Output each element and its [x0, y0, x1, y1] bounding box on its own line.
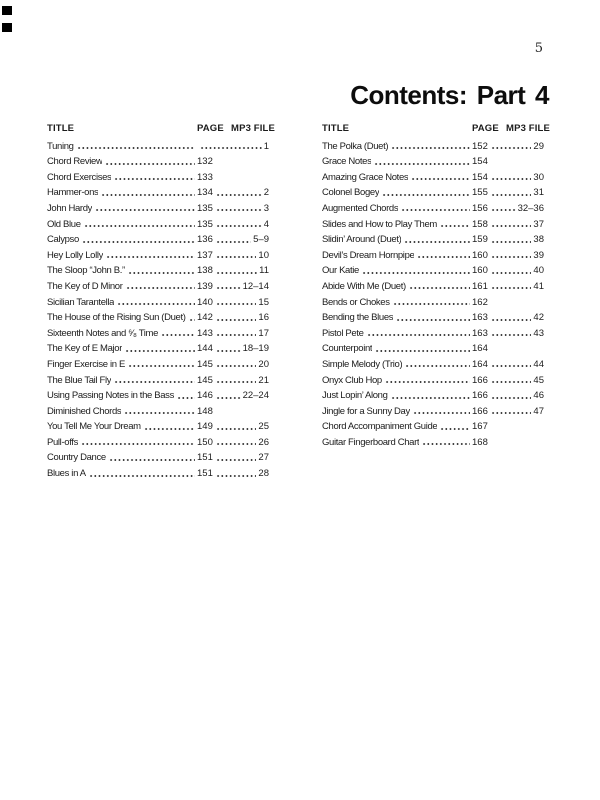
- dot-leader: [113, 172, 195, 184]
- dot-leader: [400, 203, 470, 215]
- entry-page: 158: [472, 218, 488, 230]
- entry-mp3: 1: [263, 140, 269, 152]
- toc-column-right: [322, 119, 550, 449]
- dot-leader: [215, 265, 257, 277]
- entry-numbers: [472, 359, 550, 371]
- entry-numbers: [197, 172, 275, 184]
- entry-page: 164: [472, 343, 488, 355]
- entry-title: Hey Lolly Lolly: [47, 249, 103, 261]
- dot-leader: [123, 406, 195, 418]
- entry-page: 134: [197, 187, 213, 199]
- entry-title: Using Passing Notes in the Bass: [47, 390, 174, 402]
- dot-leader: [490, 141, 532, 153]
- entry-page: 138: [197, 265, 213, 277]
- dot-leader: [215, 390, 241, 402]
- dot-leader: [215, 328, 257, 340]
- toc-entry: [322, 293, 550, 309]
- toc-entry: [47, 262, 275, 278]
- entry-mp3: 30: [533, 171, 544, 183]
- dot-leader: [395, 312, 470, 324]
- toc-entry: [322, 168, 550, 184]
- entry-page: 132: [197, 156, 213, 168]
- entry-mp3: 2: [263, 187, 269, 199]
- entry-title: The House of the Rising Sun (Duet): [47, 312, 186, 324]
- dot-leader: [421, 437, 470, 449]
- entry-mp3: 44: [533, 358, 544, 370]
- entry-page: 151: [197, 468, 213, 480]
- entry-mp3: 45: [533, 374, 544, 386]
- dot-leader: [408, 281, 470, 293]
- dot-leader: [188, 312, 195, 324]
- entry-title: Our Katie: [322, 265, 359, 277]
- entry-numbers: [197, 312, 275, 324]
- dot-leader: [490, 328, 532, 340]
- entry-numbers: [472, 437, 550, 449]
- dot-leader: [404, 359, 470, 371]
- entry-page: 137: [197, 249, 213, 261]
- entry-page: 135: [197, 202, 213, 214]
- dot-leader: [410, 172, 470, 184]
- entry-page: 161: [472, 280, 488, 292]
- dot-leader: [490, 281, 532, 293]
- entry-page: 160: [472, 265, 488, 277]
- entry-mp3: 47: [533, 405, 544, 417]
- column-header: [47, 119, 275, 134]
- dot-leader: [490, 250, 532, 262]
- entry-numbers: [472, 187, 550, 199]
- entry-numbers: [197, 187, 275, 199]
- entry-title: Amazing Grace Notes: [322, 171, 409, 183]
- entry-numbers: [472, 172, 550, 184]
- toc-entry: [47, 355, 275, 371]
- toc-entry: [47, 433, 275, 449]
- dot-leader: [361, 265, 470, 277]
- toc-entry: [322, 153, 550, 169]
- entry-title: Chord Accompaniment Guide: [322, 421, 438, 433]
- entry-numbers: [472, 141, 550, 153]
- entry-numbers: [472, 375, 550, 387]
- header-page: PAGE: [472, 123, 499, 134]
- entry-numbers: [197, 468, 275, 480]
- entry-numbers: [197, 437, 275, 449]
- registration-mark: [2, 23, 12, 32]
- dot-leader: [76, 141, 195, 153]
- entry-page: 149: [197, 421, 213, 433]
- toc-entry: [47, 153, 275, 169]
- entry-page: 160: [472, 249, 488, 261]
- entry-numbers: [472, 406, 550, 418]
- registration-mark: [2, 6, 12, 15]
- entry-numbers: [197, 234, 275, 246]
- entry-mp3: 40: [533, 265, 544, 277]
- entry-numbers: [197, 265, 275, 277]
- entry-title: Augmented Chords: [322, 202, 399, 214]
- dot-leader: [104, 156, 195, 168]
- toc-entry: [322, 340, 550, 356]
- entry-page: 162: [472, 296, 488, 308]
- entry-title: Devil’s Dream Hornpipe: [322, 249, 415, 261]
- entry-title: Blues in A: [47, 468, 86, 480]
- entry-numbers: [472, 265, 550, 277]
- dot-leader: [100, 187, 195, 199]
- dot-leader: [116, 297, 195, 309]
- dot-leader: [490, 172, 532, 184]
- dot-leader: [124, 343, 195, 355]
- dot-leader: [412, 406, 470, 418]
- entry-title: Hammer-ons: [47, 187, 99, 199]
- entry-mp3: 39: [533, 249, 544, 261]
- entry-title: Colonel Bogey: [322, 187, 380, 199]
- toc-entry: [47, 309, 275, 325]
- dot-leader: [215, 187, 262, 199]
- entry-mp3: 10: [258, 249, 269, 261]
- toc-entry: [47, 168, 275, 184]
- entry-title: Grace Notes: [322, 156, 372, 168]
- dot-leader: [490, 406, 532, 418]
- toc-entry: [322, 324, 550, 340]
- entry-mp3: 17: [258, 327, 269, 339]
- dot-leader: [215, 234, 251, 246]
- entry-mp3: 38: [533, 234, 544, 246]
- toc-entry: [322, 262, 550, 278]
- entry-mp3: 27: [258, 452, 269, 464]
- entry-numbers: [197, 141, 275, 153]
- entry-title: Guitar Fingerboard Chart: [322, 436, 420, 448]
- dot-leader: [105, 250, 195, 262]
- toc-entry: [47, 464, 275, 480]
- dot-leader: [160, 328, 195, 340]
- entry-title: Finger Exercise in E: [47, 358, 126, 370]
- entry-title: Chord Review: [47, 156, 103, 168]
- dot-leader: [490, 375, 532, 387]
- entry-page: 142: [197, 312, 213, 324]
- toc-entry: [322, 215, 550, 231]
- toc-entry: [47, 402, 275, 418]
- entry-mp3: 43: [533, 327, 544, 339]
- entry-numbers: [472, 421, 550, 433]
- dot-leader: [215, 468, 257, 480]
- dot-leader: [215, 203, 262, 215]
- page-number: 5: [534, 41, 543, 56]
- column-header: [322, 119, 550, 134]
- entry-mp3: 25: [258, 421, 269, 433]
- dot-leader: [127, 265, 195, 277]
- entry-numbers: [472, 297, 550, 309]
- dot-leader: [215, 297, 257, 309]
- dot-leader: [373, 156, 470, 168]
- entry-mp3: 37: [533, 218, 544, 230]
- toc-entry: [322, 277, 550, 293]
- dot-leader: [490, 265, 532, 277]
- entry-page: 155: [472, 187, 488, 199]
- dot-leader: [490, 187, 532, 199]
- dot-leader: [108, 452, 195, 464]
- entry-mp3: 20: [258, 358, 269, 370]
- entry-page: 135: [197, 218, 213, 230]
- toc-entry: [47, 324, 275, 340]
- dot-leader: [416, 250, 470, 262]
- dot-leader: [366, 328, 470, 340]
- dot-leader: [215, 452, 257, 464]
- dot-leader: [439, 421, 470, 433]
- header-title: TITLE: [322, 123, 350, 134]
- entry-numbers: [472, 156, 550, 168]
- dot-leader: [490, 219, 532, 231]
- entry-title: Onyx Club Hop: [322, 374, 382, 386]
- entry-title: John Hardy: [47, 202, 93, 214]
- toc-entry: [47, 371, 275, 387]
- entry-numbers: [472, 328, 550, 340]
- dot-leader: [215, 421, 257, 433]
- entry-page: 139: [197, 280, 213, 292]
- entry-numbers: [197, 421, 275, 433]
- entry-title: Slidin’ Around (Duet): [322, 234, 402, 246]
- entry-page: 154: [472, 156, 488, 168]
- dot-leader: [490, 359, 532, 371]
- entry-page: 164: [472, 358, 488, 370]
- dot-leader: [215, 359, 257, 371]
- entry-title: Sicilian Tarantella: [47, 296, 115, 308]
- dot-leader: [439, 219, 470, 231]
- dot-leader: [374, 343, 470, 355]
- toc-entry: [47, 184, 275, 200]
- entry-page: 154: [472, 171, 488, 183]
- entry-numbers: [197, 343, 275, 355]
- entry-mp3: 41: [533, 280, 544, 292]
- dot-leader: [94, 203, 195, 215]
- entry-title: Sixteenth Notes and ⁶⁄₈ Time: [47, 327, 159, 339]
- header-mp3-file: MP3 FILE: [231, 123, 275, 134]
- header-mp3-file: MP3 FILE: [506, 123, 550, 134]
- toc-entry: [322, 231, 550, 247]
- toc-entry: [322, 137, 550, 153]
- entry-title: Pistol Pete: [322, 327, 364, 339]
- entry-title: Just Lopin’ Along: [322, 390, 388, 402]
- entry-title: Abide With Me (Duet): [322, 280, 406, 292]
- entry-page: 166: [472, 374, 488, 386]
- entry-title: Country Dance: [47, 452, 106, 464]
- entry-title: The Blue Tail Fly: [47, 374, 112, 386]
- toc-entry: [47, 418, 275, 434]
- toc-entry: [47, 387, 275, 403]
- entry-title: The Polka (Duet): [322, 140, 389, 152]
- toc-entry: [322, 199, 550, 215]
- entry-page: 146: [197, 390, 213, 402]
- entry-numbers: [472, 390, 550, 402]
- dot-leader: [381, 187, 470, 199]
- entry-numbers: [197, 406, 275, 418]
- dot-leader: [199, 141, 262, 153]
- entry-page: 143: [197, 327, 213, 339]
- entry-page: 166: [472, 390, 488, 402]
- entry-numbers: [197, 297, 275, 309]
- toc-entry: [47, 340, 275, 356]
- entry-numbers: [197, 250, 275, 262]
- dot-leader: [81, 234, 195, 246]
- entry-page: 163: [472, 312, 488, 324]
- toc-entries-right: [322, 137, 550, 449]
- entry-numbers: [472, 219, 550, 231]
- toc-entry: [322, 246, 550, 262]
- entry-page: 166: [472, 405, 488, 417]
- entry-numbers: [197, 328, 275, 340]
- entry-page: 152: [472, 140, 488, 152]
- entry-mp3: 28: [258, 468, 269, 480]
- entry-numbers: [472, 343, 550, 355]
- entry-page: 144: [197, 343, 213, 355]
- dot-leader: [384, 375, 470, 387]
- entry-title: Jingle for a Sunny Day: [322, 405, 410, 417]
- entry-page: 168: [472, 436, 488, 448]
- entry-numbers: [197, 375, 275, 387]
- dot-leader: [83, 219, 195, 231]
- entry-page: 145: [197, 374, 213, 386]
- entry-page: 156: [472, 202, 488, 214]
- toc-entry: [322, 184, 550, 200]
- entry-numbers: [197, 281, 275, 293]
- dot-leader: [403, 234, 470, 246]
- entry-mp3: 42: [533, 312, 544, 324]
- entry-title: Bending the Blues: [322, 312, 394, 324]
- header-title: TITLE: [47, 123, 75, 134]
- page-title: Contents: Part 4: [350, 80, 549, 111]
- dot-leader: [390, 141, 470, 153]
- dot-leader: [490, 312, 532, 324]
- entry-mp3: 18–19: [242, 343, 269, 355]
- entry-numbers: [472, 250, 550, 262]
- entry-page: 133: [197, 171, 213, 183]
- entry-title: The Key of E Major: [47, 343, 123, 355]
- toc-entry: [47, 137, 275, 153]
- toc-entry: [47, 199, 275, 215]
- dot-leader: [215, 250, 257, 262]
- toc-entry: [322, 433, 550, 449]
- entry-title: The Sloop “John B.”: [47, 265, 125, 277]
- entry-title: Counterpoint: [322, 343, 373, 355]
- dot-leader: [490, 203, 516, 215]
- dot-leader: [215, 437, 257, 449]
- entry-page: 159: [472, 234, 488, 246]
- toc-entry: [47, 215, 275, 231]
- entry-mp3: 5–9: [253, 234, 269, 246]
- entry-page: 136: [197, 234, 213, 246]
- dot-leader: [215, 281, 241, 293]
- entry-numbers: [197, 452, 275, 464]
- entry-page: 140: [197, 296, 213, 308]
- dot-leader: [176, 390, 195, 402]
- entry-numbers: [472, 281, 550, 293]
- dot-leader: [215, 375, 257, 387]
- dot-leader: [113, 375, 195, 387]
- entry-title: The Key of D Minor: [47, 280, 123, 292]
- toc-entry: [47, 293, 275, 309]
- header-page: PAGE: [197, 123, 224, 134]
- dot-leader: [88, 468, 195, 480]
- entry-numbers: [472, 312, 550, 324]
- entry-title: Calypso: [47, 234, 79, 246]
- entry-mp3: 31: [533, 187, 544, 199]
- dot-leader: [127, 359, 195, 371]
- entry-mp3: 32–36: [517, 202, 544, 214]
- entry-numbers: [197, 219, 275, 231]
- entry-title: Old Blue: [47, 218, 81, 230]
- dot-leader: [125, 281, 195, 293]
- entry-title: Pull-offs: [47, 436, 78, 448]
- entry-numbers: [197, 156, 275, 168]
- dot-leader: [215, 219, 262, 231]
- entry-numbers: [472, 203, 550, 215]
- dot-leader: [392, 297, 470, 309]
- toc-entry: [47, 231, 275, 247]
- toc-entry: [322, 371, 550, 387]
- entry-mp3: 21: [258, 374, 269, 386]
- dot-leader: [390, 390, 470, 402]
- entry-numbers: [197, 203, 275, 215]
- dot-leader: [490, 390, 532, 402]
- toc-entry: [322, 309, 550, 325]
- toc-entry: [322, 402, 550, 418]
- entry-title: Bends or Chokes: [322, 296, 390, 308]
- entry-title: Chord Exercises: [47, 171, 112, 183]
- entry-numbers: [472, 234, 550, 246]
- entry-page: 150: [197, 436, 213, 448]
- toc-entry: [47, 246, 275, 262]
- entry-mp3: 46: [533, 390, 544, 402]
- entry-mp3: 26: [258, 436, 269, 448]
- entry-mp3: 29: [533, 140, 544, 152]
- entry-page: 167: [472, 421, 488, 433]
- entry-page: 151: [197, 452, 213, 464]
- entry-title: Diminished Chords: [47, 405, 122, 417]
- entry-title: Slides and How to Play Them: [322, 218, 437, 230]
- entry-mp3: 15: [258, 296, 269, 308]
- entry-page: 148: [197, 405, 213, 417]
- toc-entry: [322, 418, 550, 434]
- toc-entry: [322, 355, 550, 371]
- entry-page: 145: [197, 358, 213, 370]
- entry-page: 163: [472, 327, 488, 339]
- toc-entry: [322, 387, 550, 403]
- entry-numbers: [197, 359, 275, 371]
- dot-leader: [215, 343, 241, 355]
- entry-mp3: 12–14: [242, 280, 269, 292]
- dot-leader: [490, 234, 532, 246]
- dot-leader: [215, 312, 257, 324]
- toc-column-left: [47, 119, 275, 480]
- entry-title: You Tell Me Your Dream: [47, 421, 141, 433]
- entry-mp3: 4: [263, 218, 269, 230]
- toc-entries-left: [47, 137, 275, 480]
- entry-title: Tuning: [47, 140, 74, 152]
- entry-numbers: [197, 390, 275, 402]
- toc-entry: [47, 277, 275, 293]
- dot-leader: [143, 421, 195, 433]
- entry-mp3: 22–24: [242, 390, 269, 402]
- entry-mp3: 16: [258, 312, 269, 324]
- toc-entry: [47, 449, 275, 465]
- dot-leader: [80, 437, 195, 449]
- entry-title: Simple Melody (Trio): [322, 358, 403, 370]
- entry-mp3: 11: [259, 265, 269, 277]
- entry-mp3: 3: [263, 202, 269, 214]
